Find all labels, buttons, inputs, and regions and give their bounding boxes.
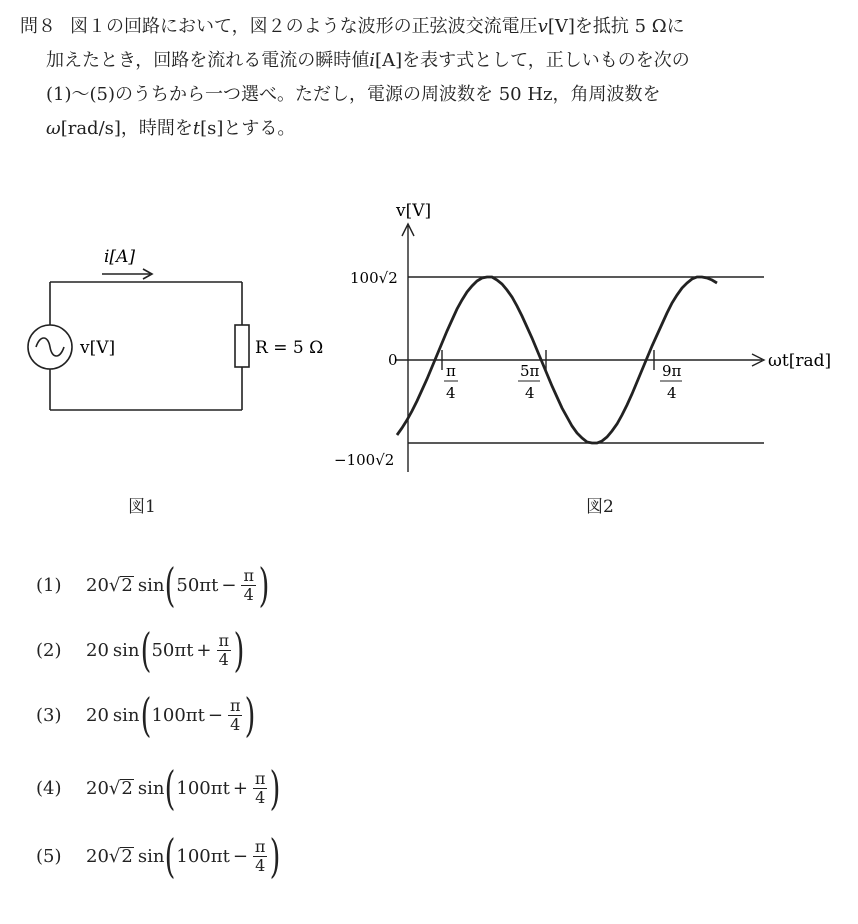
- y-zero-label: 0: [388, 351, 398, 369]
- option-coef: 20: [86, 574, 109, 596]
- sqrt-arg: 2: [121, 777, 133, 799]
- sqrt-sign: √: [108, 574, 121, 596]
- left-paren: (: [165, 761, 176, 815]
- fraction-numerator: π: [254, 836, 266, 856]
- option-sign: −: [221, 574, 237, 596]
- fraction-numerator: π: [254, 768, 266, 788]
- tick-9pi4-num: 9π: [662, 362, 682, 380]
- waveform-chart: [320, 190, 850, 480]
- fraction-numerator: π: [218, 630, 230, 650]
- right-paren: ): [245, 688, 256, 742]
- x-axis-label: ωt[rad]: [768, 351, 832, 371]
- option-label: (3): [36, 704, 62, 726]
- question-number: 問８: [20, 16, 56, 37]
- ac-wave-icon: [36, 338, 64, 356]
- fraction-denominator: 4: [255, 787, 266, 807]
- fraction-denominator: 4: [255, 855, 266, 875]
- tick-pi4-num: π: [446, 362, 456, 380]
- sqrt-arg: 2: [121, 574, 133, 596]
- option-label: (2): [36, 639, 62, 661]
- left-paren: (: [140, 623, 151, 677]
- option-coef: 20: [86, 704, 109, 726]
- question-line-4: ω[rad/s]，時間をt[s]とする。: [46, 118, 296, 139]
- option-sign: +: [196, 639, 212, 661]
- current-label: i[A]: [104, 247, 135, 267]
- figure1-caption: 図1: [128, 497, 156, 517]
- option-sign: −: [232, 845, 248, 867]
- option-coef: 20: [86, 639, 109, 661]
- option-fraction: [228, 697, 243, 734]
- right-paren: ): [270, 761, 281, 815]
- option-sign: +: [232, 777, 248, 799]
- sqrt-sign: √: [108, 845, 121, 867]
- sqrt-arg: 2: [121, 845, 133, 867]
- answer-option-1[interactable]: [36, 559, 270, 611]
- option-omega: 100πt: [151, 704, 205, 726]
- sin-function: sin: [137, 845, 165, 867]
- option-label: (5): [36, 845, 62, 867]
- fraction-denominator: 4: [243, 584, 254, 604]
- voltage-label: v[V]: [80, 338, 116, 358]
- fraction-numerator: π: [243, 565, 254, 585]
- question-line-3: (1)～(5)のうちから一つ選べ。ただし，電源の周波数を 50 Hz，角周波数を: [46, 84, 661, 105]
- answer-option-2[interactable]: [36, 624, 245, 676]
- option-label: (4): [36, 777, 62, 799]
- option-omega: 100πt: [176, 777, 230, 799]
- y-axis-label: v[V]: [396, 201, 432, 221]
- option-label: (1): [36, 574, 62, 596]
- option-omega: 100πt: [176, 845, 230, 867]
- answer-option-5[interactable]: [36, 830, 281, 882]
- sin-function: sin: [137, 574, 165, 596]
- y-neg-label: −100√2: [334, 451, 395, 469]
- tick-9pi4-den: 4: [667, 384, 677, 402]
- sin-function: sin: [112, 639, 140, 661]
- fraction-denominator: 4: [218, 649, 229, 669]
- fraction-denominator: 4: [230, 714, 241, 734]
- answer-option-4[interactable]: [36, 762, 281, 814]
- left-paren: (: [140, 688, 151, 742]
- circuit-diagram: [0, 230, 330, 430]
- option-fraction: [217, 632, 232, 669]
- fraction-numerator: π: [229, 695, 241, 715]
- question-line-1: 問８ 図１の回路において，図２のような波形の正弦波交流電圧v[V]を抵抗 5 Ωに: [20, 16, 685, 37]
- option-omega: 50πt: [151, 639, 194, 661]
- question-block: [20, 10, 840, 146]
- tick-pi4-den: 4: [446, 384, 456, 402]
- figure2-caption: 図2: [586, 497, 614, 517]
- right-paren: ): [270, 829, 281, 883]
- option-fraction: [253, 770, 268, 807]
- option-fraction: [241, 567, 256, 604]
- question-line-2: 加えたとき，回路を流れる電流の瞬時値i[A]を表す式として，正しいものを次の: [46, 50, 690, 71]
- sqrt-sign: √: [108, 777, 121, 799]
- right-paren: ): [233, 623, 245, 677]
- option-coef: 20: [86, 777, 109, 799]
- option-fraction: [253, 838, 268, 875]
- y-pos-label: 100√2: [350, 269, 398, 287]
- resistor-label: R = 5 Ω: [255, 338, 324, 358]
- answer-option-3[interactable]: [36, 689, 256, 741]
- left-paren: (: [165, 829, 176, 883]
- left-paren: (: [165, 558, 176, 612]
- right-paren: ): [258, 558, 270, 612]
- sin-function: sin: [137, 777, 165, 799]
- option-sign: −: [207, 704, 223, 726]
- tick-5pi4-den: 4: [525, 384, 535, 402]
- option-omega: 50πt: [176, 574, 219, 596]
- sin-function: sin: [112, 704, 140, 726]
- resistor-icon: [235, 325, 249, 367]
- option-coef: 20: [86, 845, 109, 867]
- tick-5pi4-num: 5π: [520, 362, 540, 380]
